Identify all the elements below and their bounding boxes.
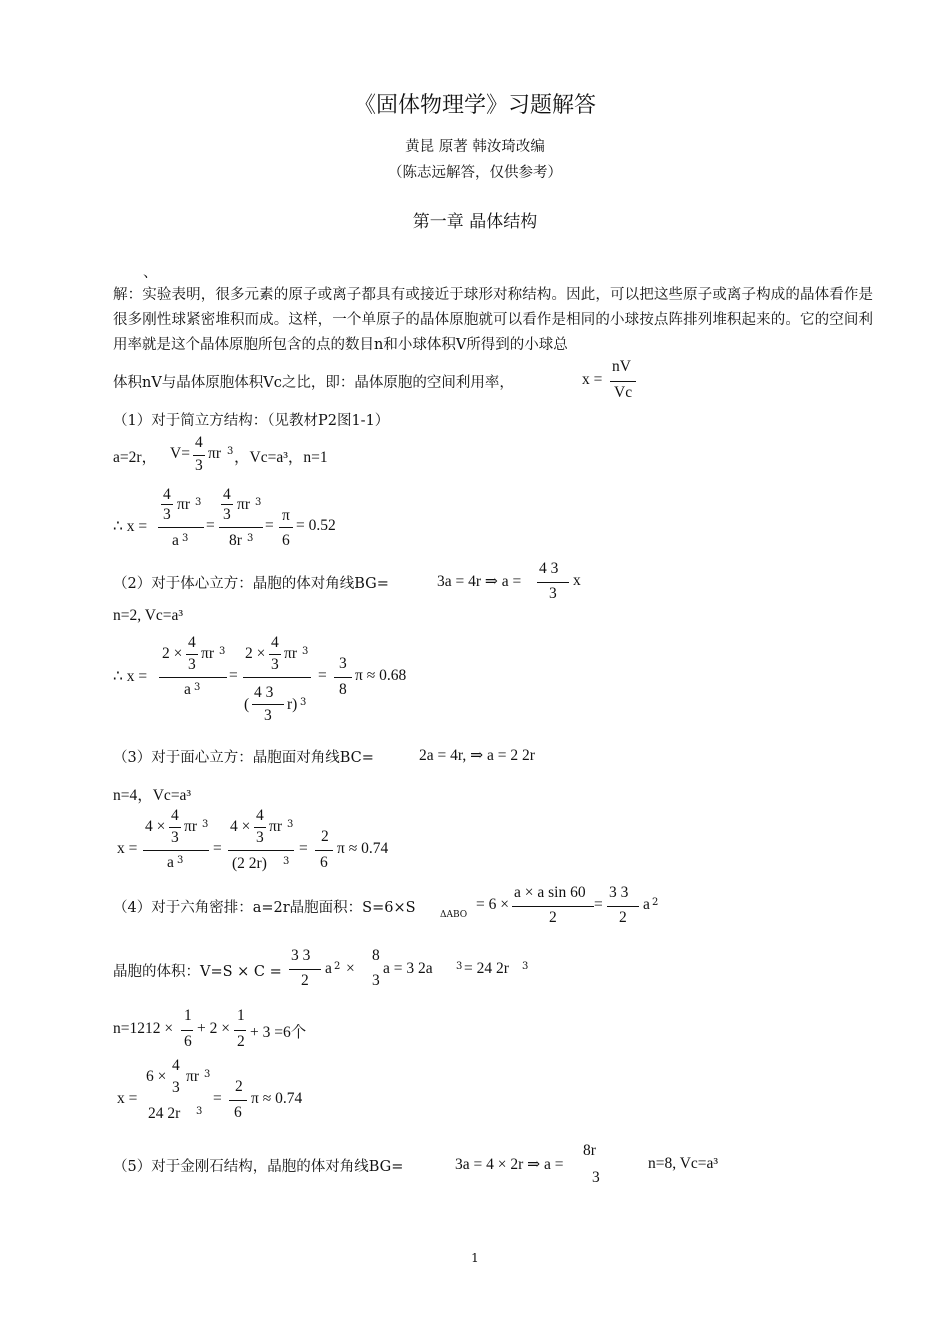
s4-eq-b: = [213, 1090, 222, 1107]
s4-vol-coef-den: 2 [301, 972, 309, 989]
s1-frac1-three: 3 [163, 506, 171, 523]
s2-frac2-cube: 3 [302, 646, 309, 657]
s2-frac1-four: 4 [188, 634, 196, 651]
intro-line-4: 体积nV与晶体原胞体积Vc之比，即：晶体原胞的空间利用率， [113, 375, 514, 391]
s1-frac1-cube: 3 [195, 497, 202, 508]
s4-one-a: 1 [184, 1007, 192, 1024]
fraction-bar [229, 1100, 247, 1101]
fraction-bar [219, 527, 263, 528]
s4-vol-tail2: = 24 2r [464, 960, 509, 977]
fraction-bar [315, 850, 333, 851]
s3-six: 6 [320, 854, 328, 871]
s1-therefore: ∴ x = [113, 518, 148, 535]
s2-coef-den: 3 [549, 585, 557, 602]
formula-x-label: x = [582, 371, 603, 388]
s4-x-pi-r: πr [186, 1068, 199, 1085]
s3-frac2-den: (2 2r) [232, 855, 267, 872]
s1-frac1-den: a [172, 532, 179, 549]
s4-vol-tail-exp: 3 [456, 961, 463, 972]
fraction-bar [181, 1030, 193, 1031]
s1-pi: π [282, 507, 290, 524]
s2-frac1-cube: 3 [219, 646, 226, 657]
s2-frac2-two: 2 × [245, 645, 266, 662]
s4-volume-label: 晶胞的体积：V=S × C = [113, 964, 282, 980]
s2-heading-eq: 3a = 4r ⇒ a = [437, 573, 522, 590]
fraction-bar [234, 1030, 246, 1031]
s5-heading-eq: 3a = 4 × 2r ⇒ a = [455, 1156, 564, 1173]
s4-six-a: 6 [184, 1033, 192, 1050]
s2-x: x [573, 572, 581, 589]
fraction-bar [143, 850, 209, 851]
s2-frac1-three: 3 [188, 656, 196, 673]
s2-n-line: n=2, Vc=a³ [113, 607, 184, 624]
s4-two-b: 2 [237, 1033, 245, 1050]
fraction-bar [289, 969, 321, 970]
formula-numerator: nV [612, 358, 631, 375]
s3-result: π ≈ 0.74 [337, 840, 389, 857]
s1-frac2-four: 4 [223, 486, 231, 503]
s3-frac1-four-times: 4 × [145, 818, 166, 835]
s1-six: 6 [282, 532, 290, 549]
s4-six: 6 [234, 1104, 242, 1121]
s2-coef-num: 4 3 [539, 560, 559, 577]
s4-vol-a-exp: 2 [334, 961, 341, 972]
section-1-heading: （1）对于简立方结构：（见教材P2图1-1） [113, 413, 390, 429]
s4-result: π ≈ 0.74 [251, 1090, 303, 1107]
page-number: 1 [471, 1251, 479, 1265]
s3-frac2-three: 3 [256, 829, 264, 846]
formula-denominator: Vc [614, 384, 633, 401]
s3-frac2-den-cube: 3 [283, 856, 290, 867]
s2-frac1-den: a [184, 681, 191, 698]
s3-frac1-den-cube: 3 [177, 855, 184, 866]
authors-line: 黄昆 原著 韩汝琦改编 [405, 139, 545, 155]
s1-frac2-three: 3 [223, 506, 231, 523]
fraction-bar [279, 527, 293, 528]
chapter-title: 第一章 晶体结构 [412, 212, 538, 232]
s4-vol-coef-num: 3 3 [291, 947, 311, 964]
s3-x: x = [117, 840, 138, 857]
s3-heading-eq: 2a = 4r, ⇒ a = 2 2r [419, 747, 535, 764]
s1-frac2-den-cube: 3 [247, 533, 254, 544]
page-title: 《固体物理学》习题解答 [353, 93, 596, 118]
s2-frac2-four: 4 [271, 634, 279, 651]
fraction-bar [252, 704, 284, 705]
s1-cube: 3 [227, 446, 234, 457]
fraction-bar [334, 677, 352, 678]
fraction-bar [158, 527, 204, 528]
fraction-bar [537, 582, 569, 583]
s4-six-times: 6 × [146, 1068, 167, 1085]
s4-a-squared: a [643, 896, 650, 913]
s4-eight: 8 [372, 947, 380, 964]
section-5-heading: （5）对于金刚石结构，晶胞的体对角线BG= [113, 1159, 404, 1175]
s4-two: 2 [235, 1078, 243, 1095]
s3-frac2-pi-r: πr [269, 818, 282, 835]
fraction-bar [159, 677, 227, 678]
s3-eq-1: = [213, 840, 222, 857]
stray-mark: 、 [143, 265, 158, 281]
s3-frac1-cube: 3 [202, 819, 209, 830]
s1-pi-r: πr [208, 445, 221, 462]
s2-den-open: ( [244, 696, 250, 713]
fraction-bar [512, 906, 594, 907]
s5-den: 3 [592, 1169, 600, 1186]
s3-two: 2 [321, 828, 329, 845]
s4-n-tail: + 3 =6个 [250, 1024, 307, 1041]
section-3-heading: （3）对于面心立方：晶胞面对角线BC= [113, 750, 374, 766]
s4-vol-tail: a = 3 2a [383, 960, 433, 977]
s5-tail: n=8, Vc=a³ [648, 1155, 719, 1172]
s2-result: π ≈ 0.68 [355, 667, 407, 684]
s4-x-four: 4 [172, 1057, 180, 1074]
s1-eq-1: = [206, 517, 215, 534]
s4-vol-a: a [325, 960, 332, 977]
s1-frac2-cube: 3 [255, 497, 262, 508]
s3-frac1-den: a [167, 854, 174, 871]
intro-paragraph: 解：实验表明，很多元素的原子或离子都具有或接近于球形对称结构。因此，可以把这些原子或离子构成的晶体看作是很多刚性球紧密堆积而成。这样，一个单原子的晶体原胞就可以看作是相同的小球按点阵排列堆积起来的。它的空间利用率就是这个晶体原胞所包含的点的数目n和小球体积V所得到的小球总 [113, 287, 873, 353]
fraction-bar [610, 381, 636, 382]
s4-coef-den: 2 [619, 909, 627, 926]
fraction-bar [607, 906, 639, 907]
s2-den-coef-num: 4 3 [254, 684, 274, 701]
s3-frac1-pi-r: πr [184, 818, 197, 835]
s5-num: 8r [583, 1142, 596, 1159]
s4-eq-6: = 6 × [476, 896, 509, 913]
solver-note: （陈志远解答，仅供参考） [388, 165, 562, 181]
s2-eq-2: = [318, 667, 327, 684]
s4-a-exp: 2 [652, 897, 659, 908]
s4-times: × [346, 960, 355, 977]
s3-frac2-four-times: 4 × [230, 818, 251, 835]
s2-den-cube: 3 [300, 697, 307, 708]
s1-frac1-pi-r: πr [177, 496, 190, 513]
s4-x-prefix: x = [117, 1090, 138, 1107]
s2-frac2-three: 3 [271, 656, 279, 673]
s1-three: 3 [195, 457, 203, 474]
fraction-bar [243, 677, 311, 678]
section-2-heading: （2）对于体心立方：晶胞的体对角线BG= [113, 576, 389, 592]
s4-x-den: 24 2r [148, 1105, 181, 1122]
s2-eq-1: = [229, 667, 238, 684]
s4-x-cube: 3 [204, 1069, 211, 1080]
s2-frac1-pi-r: πr [201, 645, 214, 662]
s4-n-prefix: n=1212 × [113, 1020, 174, 1037]
s1-param-rest: ，Vc=a³，n=1 [234, 449, 328, 466]
s4-plus-2: + 2 × [197, 1020, 230, 1037]
s1-four: 4 [195, 434, 203, 451]
s2-den-coef-den: 3 [264, 707, 272, 724]
s4-one-b: 1 [237, 1007, 245, 1024]
s1-frac2-den: 8r [229, 532, 242, 549]
s2-therefore: ∴ x = [113, 668, 148, 685]
s4-sin-den: 2 [549, 909, 557, 926]
s3-frac1-four: 4 [171, 807, 179, 824]
s4-eq-a: = [594, 896, 603, 913]
s4-eight-den: 3 [372, 972, 380, 989]
s1-frac1-four: 4 [163, 486, 171, 503]
s4-x-three: 3 [172, 1079, 180, 1096]
s2-frac1-den-cube: 3 [194, 682, 201, 693]
s3-frac1-three: 3 [171, 829, 179, 846]
s3-frac2-cube: 3 [287, 819, 294, 830]
s4-x-den-cube: 3 [196, 1106, 203, 1117]
s1-frac1-den-cube: 3 [182, 533, 189, 544]
s1-eq-2: = [265, 517, 274, 534]
s1-frac2-pi-r: πr [237, 496, 250, 513]
s2-frac1-two: 2 × [162, 645, 183, 662]
s4-sin-num: a × a sin 60 [514, 884, 586, 901]
s2-frac2-pi-r: πr [284, 645, 297, 662]
s2-eight: 8 [339, 681, 347, 698]
s1-param-a: a=2r， [113, 449, 158, 466]
s2-den-close: r) [287, 696, 298, 713]
section-4-heading: （4）对于六角密排：a=2r晶胞面积：S=6×S [113, 900, 416, 916]
s1-result: = 0.52 [296, 517, 336, 534]
fraction-bar [228, 850, 294, 851]
s4-coef-num: 3 3 [609, 884, 629, 901]
s3-frac2-four: 4 [256, 807, 264, 824]
s1-param-v: V= [170, 445, 190, 462]
s4-vol-tail2-exp: 3 [522, 961, 529, 972]
s2-three: 3 [339, 655, 347, 672]
s3-n-line: n=4，Vc=a³ [113, 787, 192, 804]
s3-eq-2: = [299, 840, 308, 857]
s4-sub-abo: ΔABO [440, 910, 468, 920]
